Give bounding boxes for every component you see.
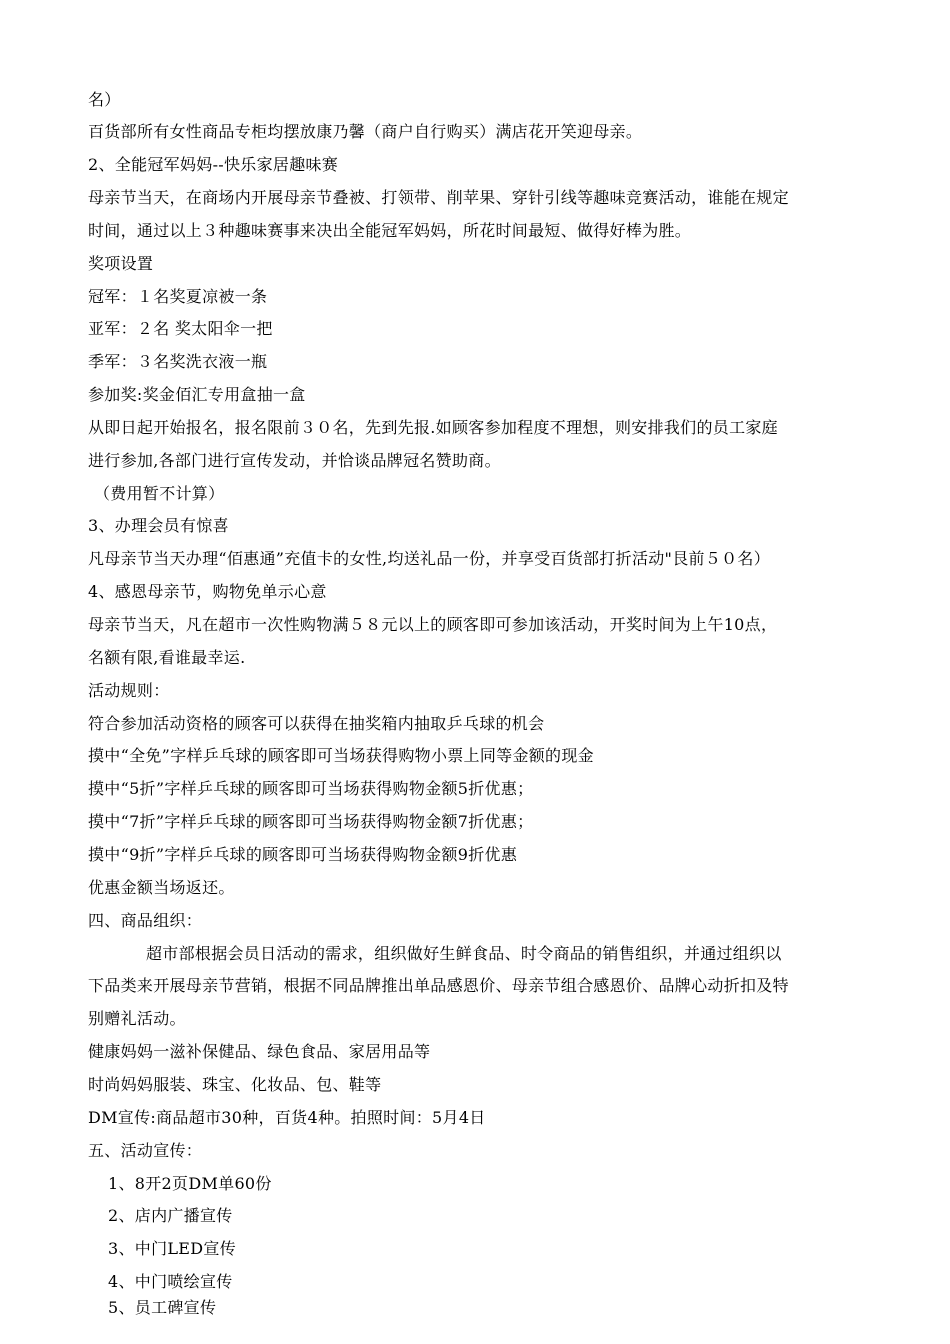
text-line: 符合参加活动资格的顾客可以获得在抽奖箱内抽取乒乓球的机会 [88,714,545,733]
text-line: 时间，通过以上３种趣味赛事来决出全能冠军妈妈，所花时间最短、做得好棒为胜。 [88,221,692,240]
text-line: 季军：３名奖洗衣液一瓶 [88,352,268,371]
text-line: 从即日起开始报名，报名限前３０名，先到先报.如顾客参加程度不理想，则安排我们的员工家庭 [88,418,778,437]
text-line: 进行参加,各部门进行宣传发动，并恰谈品牌冠名赞助商。 [88,451,501,470]
section-heading: 五、活动宣传： [88,1141,203,1160]
text-line: 下品类来开展母亲节营销，根据不同品牌推出单品感恩价、母亲节组合感恩价、品牌心动折扣及特 [88,976,789,995]
text-line: 亚军：２名 奖太阳伞一把 [88,319,273,338]
text-line: 超市部根据会员日活动的需求，组织做好生鲜食品、时令商品的销售组织，并通过组织以 [146,944,782,963]
text-line: 活动规则： [88,681,170,700]
text-line: 母亲节当天，在商场内开展母亲节叠被、打领带、削苹果、穿针引线等趣味竞赛活动，谁能在规定 [88,188,789,207]
text-line: 名额有限,看谁最幸运. [88,648,246,667]
text-line: 名） [88,90,121,109]
text-line: 摸中“全免”字样乒乓球的顾客即可当场获得购物小票上同等金额的现金 [88,746,594,765]
text-line: 冠军：１名奖夏凉被一条 [88,287,268,306]
section-heading: 四、商品组织： [88,911,203,930]
text-line: 时尚妈妈服装、珠宝、化妆品、包、鞋等 [88,1075,382,1094]
text-line: 参加奖:奖金佰汇专用盒抽一盒 [88,385,306,404]
text-line: DM宣传:商品超市30种，百货4种。拍照时间：5月4日 [88,1108,486,1127]
list-item: 3、中门LED宣传 [108,1239,237,1258]
section-heading: 4、感恩母亲节，购物免单示心意 [88,582,327,601]
text-line: 摸中“7折”字样乒乓球的顾客即可当场获得购物金额7折优惠； [88,812,534,831]
section-heading: 3、办理会员有惊喜 [88,516,229,535]
list-item: 5、员工碑宣传 [108,1298,217,1317]
text-line: 奖项设置 [88,254,154,273]
text-line: 百货部所有女性商品专柜均摆放康乃馨（商户自行购买）满店花开笑迎母亲。 [88,122,643,141]
text-line: 优惠金额当场返还。 [88,878,235,897]
section-heading: 2、全能冠军妈妈--快乐家居趣味赛 [88,155,339,174]
text-line: 摸中“5折”字样乒乓球的顾客即可当场获得购物金额5折优惠； [88,779,534,798]
list-item: 2、店内广播宣传 [108,1206,233,1225]
text-line: 母亲节当天，凡在超市一次性购物满５８元以上的顾客即可参加该活动，开奖时间为上午10点， [88,615,778,634]
list-item: 1、8开2页DM单60份 [108,1174,272,1193]
text-line: 摸中“9折”字样乒乓球的顾客即可当场获得购物金额9折优惠 [88,845,518,864]
text-line: 健康妈妈一滋补保健品、绿色食品、家居用品等 [88,1042,431,1061]
text-line: 别赠礼活动。 [88,1009,186,1028]
text-line: 凡母亲节当天办理“佰惠通”充值卡的女性,均送礼品一份，并享受百货部打折活动"艮前５０名） [88,549,771,568]
list-item: 4、中门喷绘宣传 [108,1272,233,1291]
text-line: （费用暂不计算） [94,484,225,503]
